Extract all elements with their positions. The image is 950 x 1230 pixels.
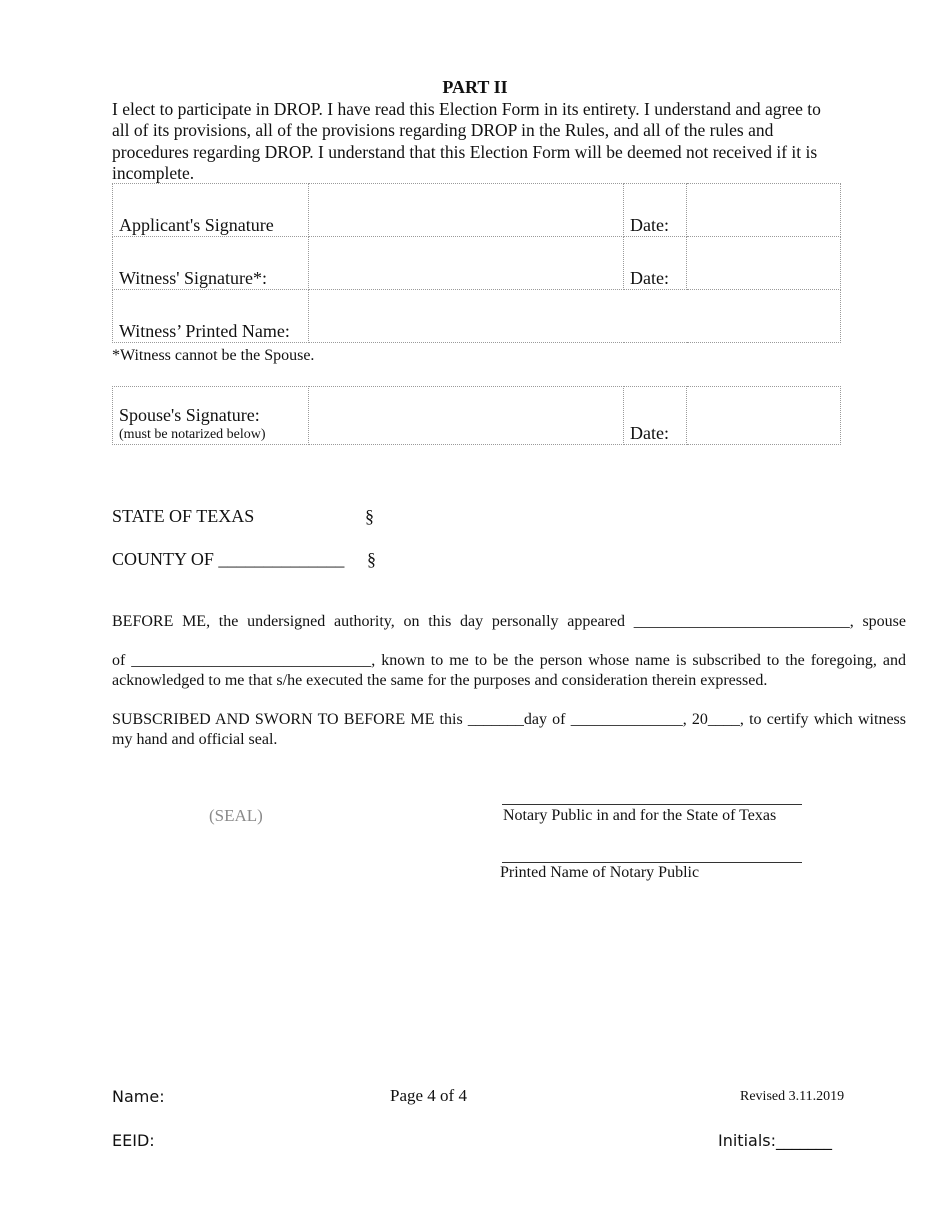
spouse-signature-field[interactable] (309, 387, 624, 445)
witness-footnote: *Witness cannot be the Spouse. (112, 347, 315, 364)
applicant-date-field[interactable] (687, 184, 841, 237)
witness-signature-field[interactable] (309, 237, 624, 290)
spouse-signature-label: Spouse's Signature: (119, 405, 260, 425)
spouse-signature-label-cell (113, 387, 309, 445)
printed-name-label: Printed Name of Notary Public (500, 864, 700, 881)
spouse-date-label: Date: (624, 387, 687, 445)
footer-initials-label: Initials:_______ (718, 1131, 832, 1150)
footer-name-label: Name: (112, 1087, 165, 1106)
witness-printed-name-row (113, 290, 841, 343)
applicant-signature-label: Applicant's Signature (113, 184, 309, 237)
election-statement: I elect to participate in DROP. I have read this Election Form in its entirety. I understand and agree to all of its provisions, all of the provisions regarding DROP in the Rules, and all of the rules and procedures regarding DROP. I understand that this Election Form will be deemed not received if it is incomplete. (112, 99, 821, 183)
witness-date-field[interactable] (687, 237, 841, 290)
witness-printed-name-field[interactable] (309, 290, 841, 343)
witness-date-label: Date: (624, 237, 687, 290)
page-title: PART II (442, 77, 508, 97)
spouse-signature-sublabel: (must be notarized below) (119, 427, 266, 442)
notary-public-label: Notary Public in and for the State of Texas (503, 807, 777, 824)
before-me-paragraph: BEFORE ME, the undersigned authority, on this day personally appeared ___________________________, spouse (112, 613, 906, 630)
notary-signature-line[interactable] (502, 804, 802, 805)
footer-page-number: Page 4 of 4 (390, 1086, 467, 1105)
applicant-signature-row (113, 184, 841, 237)
seal-placeholder: (SEAL) (209, 806, 263, 825)
witness-printed-name-label: Witness’ Printed Name: (113, 290, 309, 343)
state-line: STATE OF TEXAS (112, 506, 255, 526)
county-line: COUNTY OF ______________ (112, 549, 345, 569)
printed-name-line[interactable] (502, 862, 802, 863)
spouse-date-field[interactable] (687, 387, 841, 445)
applicant-date-label: Date: (624, 184, 687, 237)
subscribed-paragraph: SUBSCRIBED AND SWORN TO BEFORE ME this _______day of ______________, 20____, to certify which witness my hand and official seal. (112, 711, 906, 748)
witness-signature-label: Witness' Signature*: (113, 237, 309, 290)
footer-revised-date: Revised 3.11.2019 (740, 1089, 845, 1104)
spouse-signature-row (113, 387, 841, 445)
county-section-symbol: § (367, 549, 376, 569)
spouse-signature-table (112, 386, 841, 445)
witness-signature-row (113, 237, 841, 290)
signature-table (112, 183, 841, 343)
state-section-symbol: § (365, 506, 374, 526)
applicant-signature-field[interactable] (309, 184, 624, 237)
of-paragraph: of ______________________________, known to me to be the person whose name is subscribed to the foregoing, and acknowledged to me that s/he executed the same for the purposes and consideration therein expressed. (112, 652, 906, 689)
footer-eeid-label: EEID: (112, 1131, 155, 1150)
